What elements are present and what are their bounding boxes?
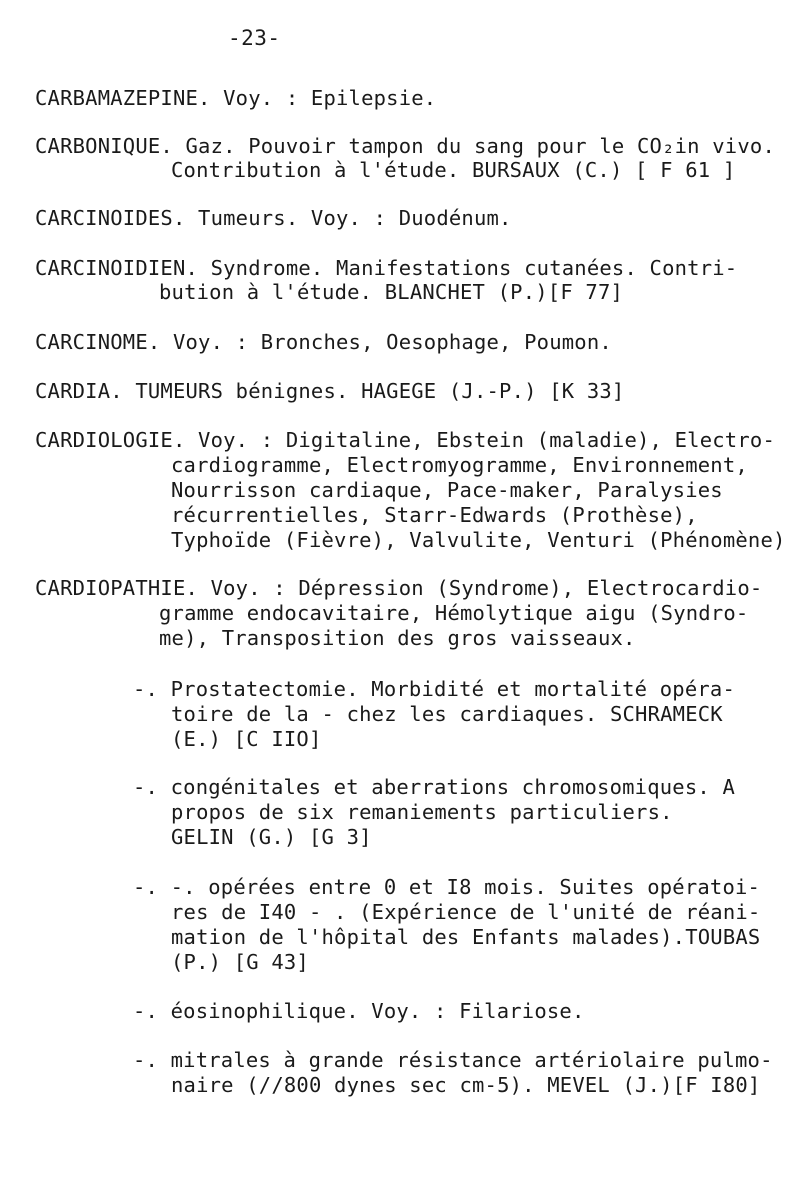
entry-6-line-1: cardiogramme, Electromyogramme, Environnement, — [171, 453, 748, 477]
entry-3-line-0: CARCINOIDIEN. Syndrome. Manifestations cutanées. Contri- — [35, 256, 738, 280]
entry-10-line-3: (P.) [G 43] — [171, 950, 309, 974]
entry-8-line-2: (E.) [C IIO] — [171, 727, 322, 751]
entry-1-line-1: Contribution à l'étude. BURSAUX (C.) [ F 61 ] — [171, 158, 736, 182]
entry-6-line-0: CARDIOLOGIE. Voy. : Digitaline, Ebstein (maladie), Electro- — [35, 428, 775, 452]
entry-11-line-0: -. éosinophilique. Voy. : Filariose. — [133, 999, 585, 1023]
entry-2-line-0: CARCINOIDES. Tumeurs. Voy. : Duodénum. — [35, 206, 512, 230]
entry-7-line-1: gramme endocavitaire, Hémolytique aigu (Syndro- — [159, 601, 749, 625]
entry-9-line-2: GELIN (G.) [G 3] — [171, 825, 372, 849]
entry-6-line-3: récurrentielles, Starr-Edwards (Prothèse), — [171, 503, 698, 527]
entry-10-line-0: -. -. opérées entre 0 et I8 mois. Suites opératoi- — [133, 875, 761, 899]
entry-4-line-0: CARCINOME. Voy. : Bronches, Oesophage, Poumon. — [35, 330, 612, 354]
entry-10-line-2: mation de l'hôpital des Enfants malades).TOUBAS — [171, 925, 761, 949]
entry-7-line-2: me), Transposition des gros vaisseaux. — [159, 626, 636, 650]
entry-1-line-0: CARBONIQUE. Gaz. Pouvoir tampon du sang pour le CO₂in vivo. — [35, 134, 775, 158]
entry-7-line-0: CARDIOPATHIE. Voy. : Dépression (Syndrome), Electrocardio- — [35, 576, 763, 600]
entry-5-line-0: CARDIA. TUMEURS bénignes. HAGEGE (J.-P.) [K 33] — [35, 379, 625, 403]
entry-0-line-0: CARBAMAZEPINE. Voy. : Epilepsie. — [35, 86, 437, 110]
page-number: -23- — [228, 26, 281, 50]
entry-8-line-1: toire de la - chez les cardiaques. SCHRAMECK — [171, 702, 723, 726]
entry-10-line-1: res de I40 - . (Expérience de l'unité de réani- — [171, 900, 761, 924]
entry-9-line-0: -. congénitales et aberrations chromosomiques. A — [133, 775, 736, 799]
entry-6-line-4: Typhoïde (Fièvre), Valvulite, Venturi (Phénomène) — [171, 528, 786, 552]
entry-6-line-2: Nourrisson cardiaque, Pace-maker, Paralysies — [171, 478, 723, 502]
entry-12-line-0: -. mitrales à grande résistance artériolaire pulmo- — [133, 1048, 773, 1072]
entry-12-line-1: naire (//800 dynes sec cm-5). MEVEL (J.)[F I80] — [171, 1073, 761, 1097]
entry-3-line-1: bution à l'étude. BLANCHET (P.)[F 77] — [159, 280, 624, 304]
entry-9-line-1: propos de six remaniements particuliers. — [171, 800, 673, 824]
entry-8-line-0: -. Prostatectomie. Morbidité et mortalité opéra- — [133, 677, 736, 701]
